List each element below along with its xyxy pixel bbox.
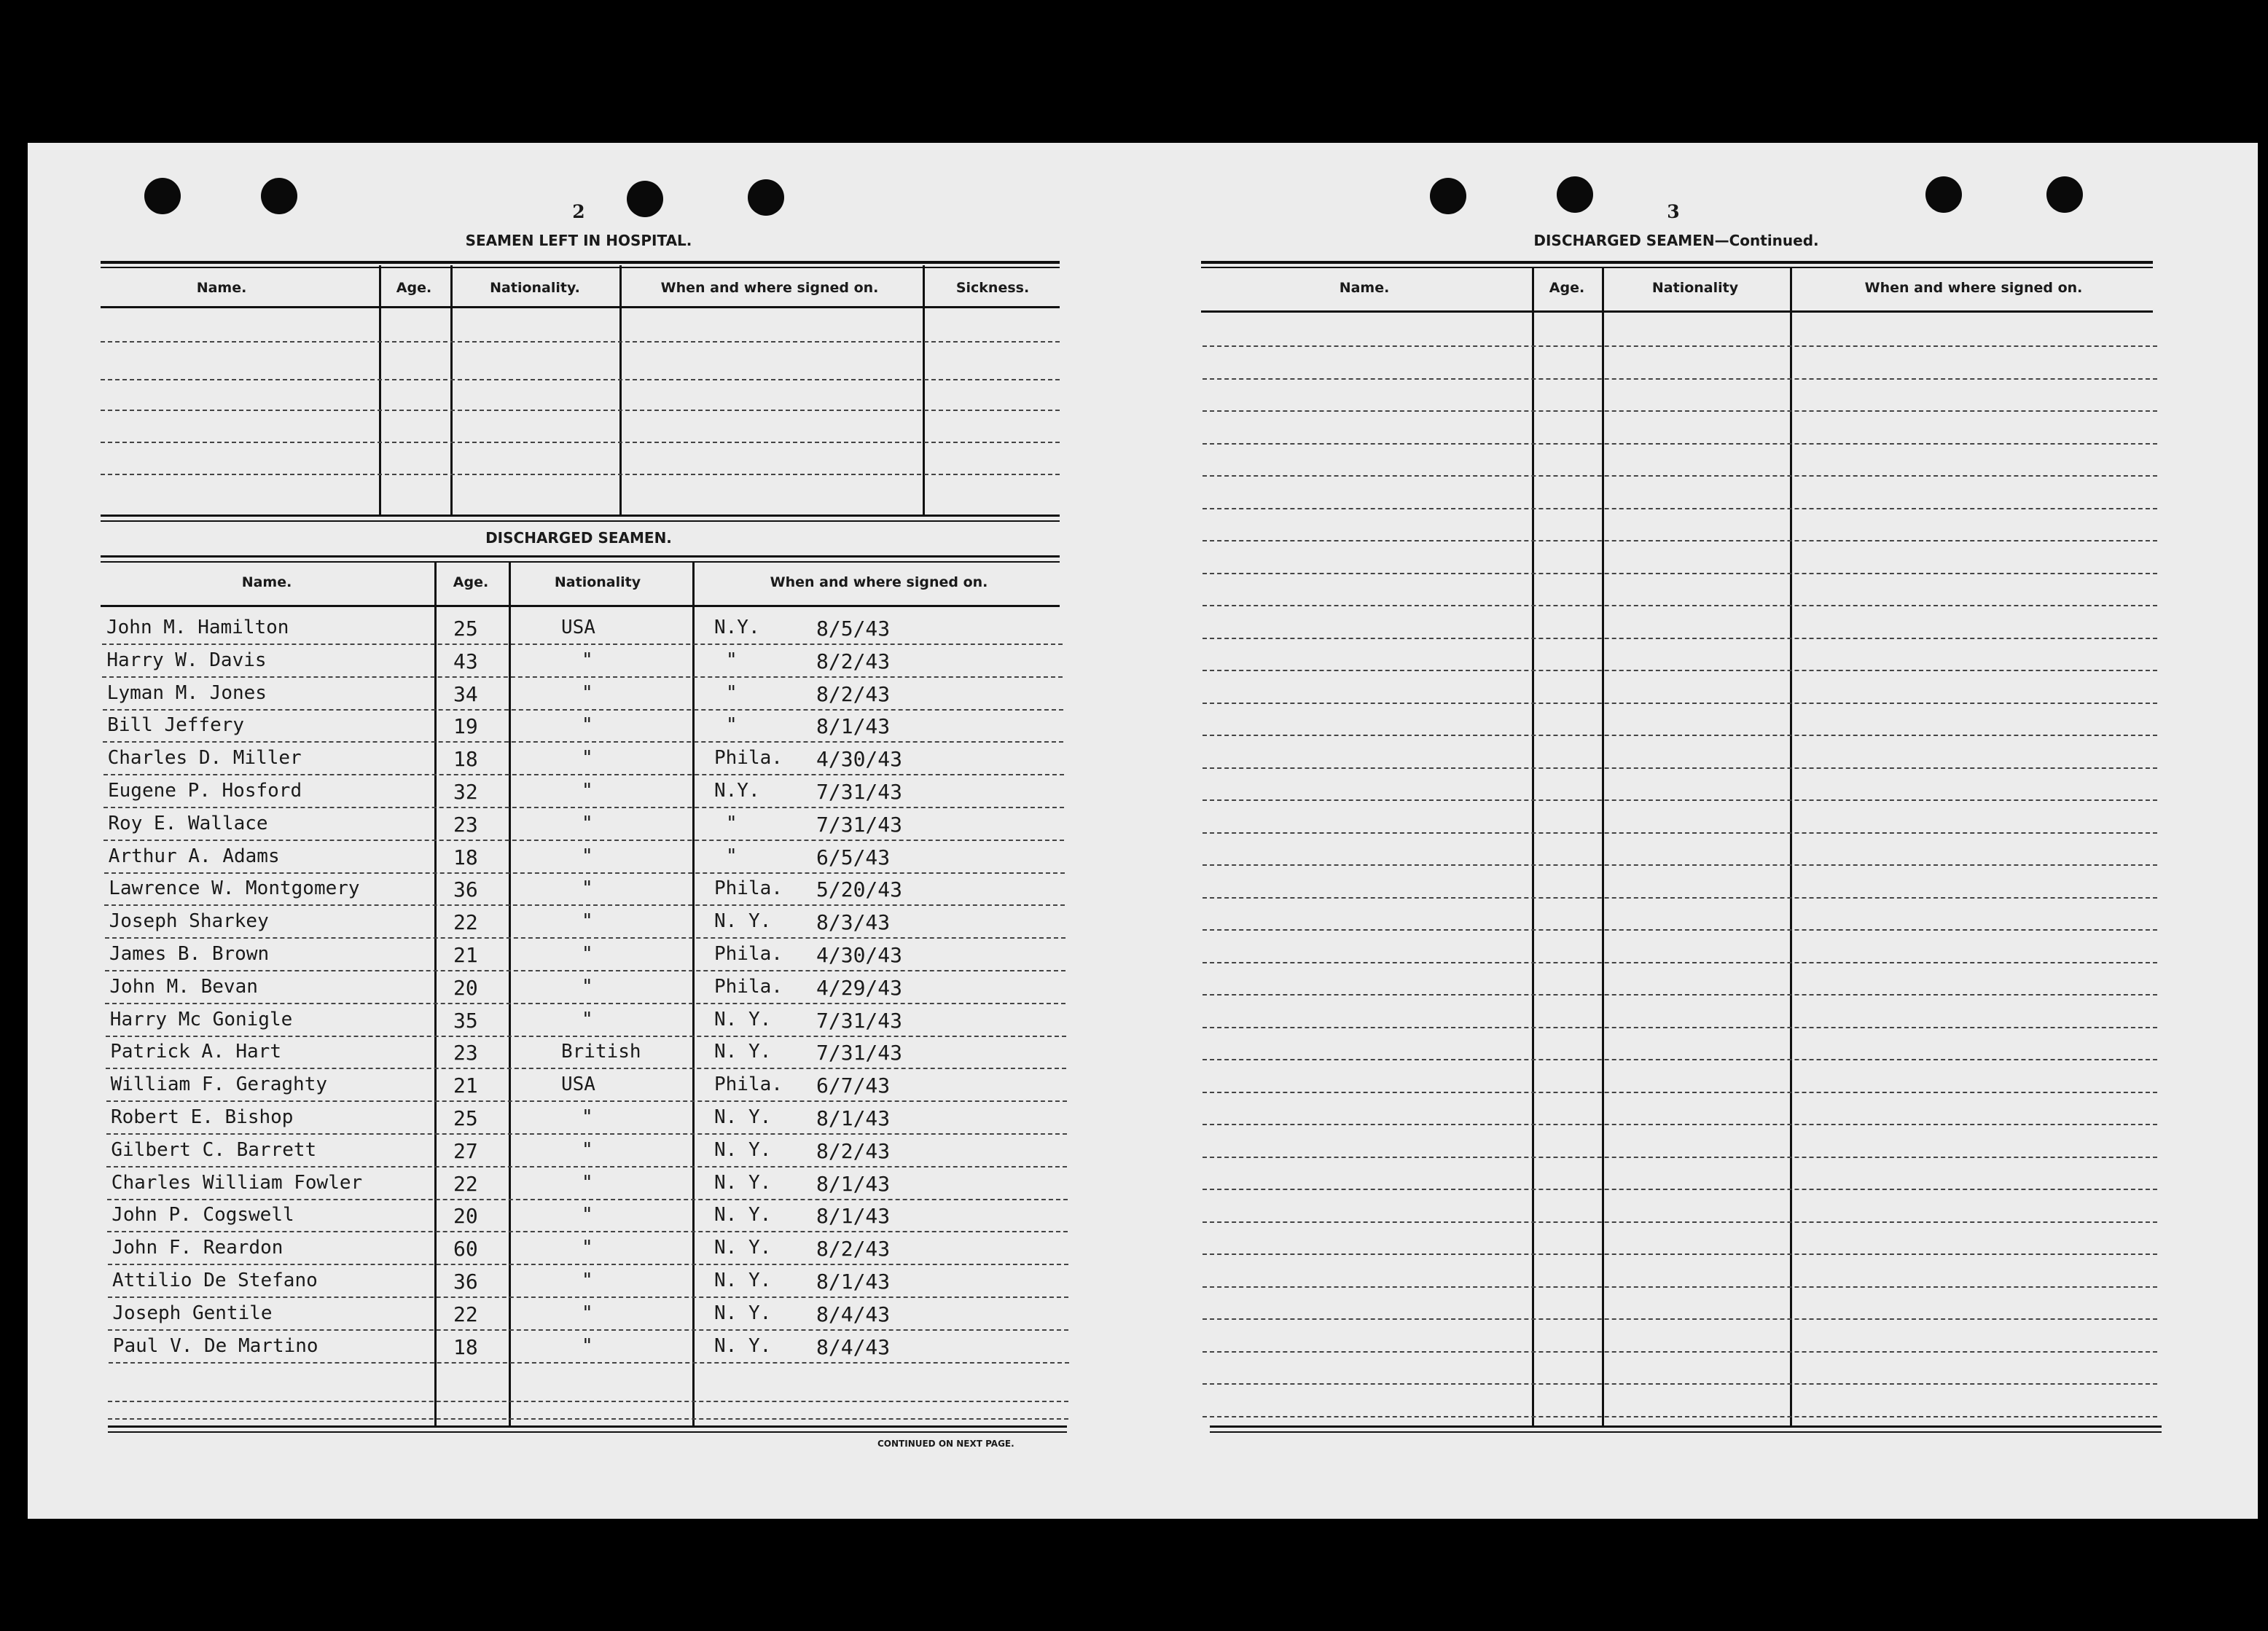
page-number: 3 xyxy=(1667,201,1680,222)
seaman-nationality: " xyxy=(582,1138,593,1161)
seaman-age: 22 xyxy=(453,910,478,935)
row-line xyxy=(1203,345,2157,347)
seaman-nationality: " xyxy=(582,1334,593,1357)
row-line xyxy=(1203,670,2157,671)
signed-on-place: N. Y. xyxy=(714,1106,772,1128)
seaman-nationality: " xyxy=(582,649,593,671)
row-line xyxy=(1203,638,2157,639)
seaman-age: 21 xyxy=(453,1073,478,1098)
seaman-name: Robert E. Bishop xyxy=(111,1106,294,1128)
row-line xyxy=(1203,1286,2157,1288)
row-line xyxy=(101,442,1060,443)
row-line xyxy=(108,1296,1068,1298)
seaman-age: 20 xyxy=(453,1204,478,1229)
row-line xyxy=(1203,929,2157,931)
row-line xyxy=(1203,897,2157,899)
punch-hole xyxy=(627,181,663,217)
seaman-nationality: " xyxy=(582,1204,593,1227)
signed-on-date: 6/7/43 xyxy=(816,1073,891,1098)
signed-on-place: " xyxy=(726,714,738,737)
row-line xyxy=(101,474,1060,475)
row-line xyxy=(1203,864,2157,866)
signed-on-date: 8/1/43 xyxy=(816,714,891,739)
row-line xyxy=(1203,1416,2157,1417)
signed-on-date: 8/1/43 xyxy=(816,1204,891,1229)
signed-on-place: Phila. xyxy=(714,943,783,965)
seaman-age: 18 xyxy=(453,747,478,772)
col-header-nationality: Nationality. xyxy=(490,280,580,296)
seaman-nationality: " xyxy=(582,1008,593,1030)
signed-on-place: N. Y. xyxy=(714,1237,772,1259)
signed-on-date: 8/4/43 xyxy=(816,1302,891,1326)
row-line xyxy=(105,937,1065,939)
col-header-nationality: Nationality xyxy=(554,574,641,590)
row-line xyxy=(1203,475,2157,477)
rule xyxy=(101,515,1060,517)
seaman-name: Gilbert C. Barrett xyxy=(111,1138,317,1161)
rule xyxy=(101,267,1060,268)
row-line xyxy=(103,709,1063,711)
seaman-age: 34 xyxy=(453,681,478,706)
row-line xyxy=(106,1036,1066,1037)
row-line xyxy=(1203,799,2157,801)
seaman-name: Harry Mc Gonigle xyxy=(109,1008,293,1030)
seaman-age: 32 xyxy=(453,780,478,804)
row-line xyxy=(106,1133,1067,1135)
col-header-name: Name. xyxy=(196,280,247,296)
row-line xyxy=(1203,605,2157,606)
seaman-nationality: " xyxy=(582,1302,593,1324)
seaman-age: 20 xyxy=(453,975,478,1000)
rule xyxy=(1210,1431,2162,1433)
col-header-signed-on: When and where signed on. xyxy=(770,574,988,590)
col-header-nationality: Nationality xyxy=(1651,280,1739,296)
signed-on-place: N. Y. xyxy=(714,1204,772,1227)
signed-on-place: N. Y. xyxy=(714,1302,772,1324)
seaman-age: 18 xyxy=(453,1334,478,1359)
signed-on-place: N. Y. xyxy=(714,1334,772,1357)
row-line xyxy=(106,1166,1067,1167)
seaman-nationality: " xyxy=(582,1171,593,1194)
seaman-age: 35 xyxy=(453,1008,478,1033)
row-line xyxy=(101,341,1060,343)
seaman-name: Arthur A. Adams xyxy=(108,845,280,867)
signed-on-place: N.Y. xyxy=(714,780,760,802)
punch-hole xyxy=(2046,176,2083,213)
seaman-name: Harry W. Davis xyxy=(106,649,267,671)
seaman-nationality: " xyxy=(582,845,593,867)
row-line xyxy=(103,741,1063,743)
seaman-name: Joseph Sharkey xyxy=(109,910,269,933)
page-number: 2 xyxy=(572,201,585,222)
seaman-name: Charles D. Miller xyxy=(107,747,302,770)
seaman-name: John M. Bevan xyxy=(109,975,258,998)
row-line xyxy=(1203,1318,2157,1320)
row-line xyxy=(1203,1059,2157,1060)
seaman-age: 60 xyxy=(453,1237,478,1262)
seaman-name: Paul V. De Martino xyxy=(112,1334,318,1357)
row-line xyxy=(1203,1189,2157,1190)
signed-on-date: 8/1/43 xyxy=(816,1106,891,1130)
signed-on-date: 7/31/43 xyxy=(816,1041,903,1065)
row-line xyxy=(101,379,1060,380)
signed-on-place: N. Y. xyxy=(714,1041,772,1063)
row-line xyxy=(1203,1124,2157,1125)
seaman-name: Lawrence W. Montgomery xyxy=(109,877,360,900)
row-line xyxy=(108,1329,1068,1331)
seaman-age: 18 xyxy=(453,845,478,869)
seaman-name: Joseph Gentile xyxy=(112,1302,273,1324)
row-line xyxy=(1203,703,2157,704)
signed-on-date: 4/29/43 xyxy=(816,975,903,1000)
signed-on-date: 8/1/43 xyxy=(816,1171,891,1196)
seaman-age: 36 xyxy=(453,877,478,902)
row-line xyxy=(1203,735,2157,736)
discharged-section-title: DISCHARGED SEAMEN. xyxy=(485,529,672,547)
signed-on-place: " xyxy=(726,845,738,867)
signed-on-date: 8/2/43 xyxy=(816,1138,891,1163)
row-line xyxy=(1203,1351,2157,1353)
seaman-age: 22 xyxy=(453,1171,478,1196)
signed-on-place: " xyxy=(726,649,738,671)
seaman-age: 23 xyxy=(453,1041,478,1065)
row-line xyxy=(103,840,1064,841)
seaman-nationality: " xyxy=(582,780,593,802)
row-line xyxy=(108,1418,1068,1420)
row-line xyxy=(102,644,1063,645)
col-header-name: Name. xyxy=(241,574,292,590)
rule xyxy=(108,1431,1067,1433)
row-line xyxy=(103,807,1064,808)
punch-hole xyxy=(1557,176,1593,213)
row-line xyxy=(1203,443,2157,445)
rule xyxy=(1210,1425,2162,1428)
seaman-name: Patrick A. Hart xyxy=(110,1041,281,1063)
col-header-signed-on: When and where signed on. xyxy=(1864,280,2083,296)
continued-section-title: DISCHARGED SEAMEN—Continued. xyxy=(1533,232,1819,249)
seaman-name: John F. Reardon xyxy=(112,1237,284,1259)
continued-note: CONTINUED ON NEXT PAGE. xyxy=(877,1439,1014,1449)
column-divider xyxy=(923,265,925,515)
row-line xyxy=(1203,508,2157,509)
row-line xyxy=(106,1100,1067,1102)
column-divider xyxy=(379,265,381,515)
col-header-sickness: Sickness. xyxy=(955,280,1030,296)
seaman-age: 25 xyxy=(453,1106,478,1130)
row-line xyxy=(108,1264,1068,1265)
signed-on-date: 8/2/43 xyxy=(816,1237,891,1262)
signed-on-date: 8/3/43 xyxy=(816,910,891,935)
rule xyxy=(101,261,1060,264)
seaman-age: 43 xyxy=(453,649,478,673)
seaman-nationality: " xyxy=(582,681,593,704)
seaman-nationality: " xyxy=(582,1106,593,1128)
seaman-nationality: " xyxy=(582,1270,593,1291)
signed-on-place: N. Y. xyxy=(714,1008,772,1030)
row-line xyxy=(104,872,1065,874)
document-sheet xyxy=(28,143,2258,1519)
seaman-name: Eugene P. Hosford xyxy=(108,780,302,802)
row-line xyxy=(1203,1092,2157,1093)
column-divider xyxy=(619,265,622,515)
row-line xyxy=(1203,1221,2157,1223)
signed-on-place: N. Y. xyxy=(714,1138,772,1161)
row-line xyxy=(1203,832,2157,834)
punch-hole xyxy=(144,178,181,214)
row-line xyxy=(1203,410,2157,412)
rule xyxy=(101,520,1060,522)
row-line xyxy=(106,1068,1066,1069)
row-line xyxy=(1203,962,2157,963)
signed-on-date: 7/31/43 xyxy=(816,780,903,804)
seaman-name: Bill Jeffery xyxy=(107,714,245,737)
seaman-name: John M. Hamilton xyxy=(106,617,289,638)
col-header-age: Age. xyxy=(453,574,489,590)
seaman-nationality: " xyxy=(582,714,593,737)
punch-hole xyxy=(748,179,784,216)
seaman-name: Lyman M. Jones xyxy=(106,681,267,704)
signed-on-place: Phila. xyxy=(714,975,783,998)
seaman-age: 23 xyxy=(453,812,478,837)
signed-on-place: N. Y. xyxy=(714,1171,772,1194)
signed-on-date: 8/5/43 xyxy=(816,617,891,641)
signed-on-place: N. Y. xyxy=(714,910,772,933)
signed-on-date: 8/1/43 xyxy=(816,1270,891,1294)
signed-on-place: " xyxy=(726,812,738,834)
signed-on-date: 8/4/43 xyxy=(816,1334,891,1359)
rule xyxy=(101,561,1060,563)
rule xyxy=(1201,310,2153,313)
seaman-age: 25 xyxy=(453,617,478,641)
col-header-signed-on: When and where signed on. xyxy=(660,280,879,296)
punch-hole xyxy=(1430,178,1466,214)
seaman-nationality: USA xyxy=(561,617,595,638)
row-line xyxy=(1203,540,2157,541)
row-line xyxy=(105,1003,1065,1004)
signed-on-date: 8/2/43 xyxy=(816,681,891,706)
row-line xyxy=(1203,378,2157,380)
row-line xyxy=(1203,767,2157,769)
row-line xyxy=(1203,1383,2157,1385)
seaman-nationality: " xyxy=(582,812,593,834)
seaman-name: James B. Brown xyxy=(109,943,270,965)
signed-on-place: Phila. xyxy=(714,747,783,770)
signed-on-place: Phila. xyxy=(714,1073,783,1096)
seaman-nationality: " xyxy=(582,1237,593,1259)
signed-on-place: Phila. xyxy=(714,877,783,900)
seaman-age: 22 xyxy=(453,1302,478,1326)
signed-on-date: 6/5/43 xyxy=(816,845,891,869)
seaman-nationality: " xyxy=(582,910,593,933)
hospital-section-title: SEAMEN LEFT IN HOSPITAL. xyxy=(465,232,692,249)
row-line xyxy=(107,1231,1068,1232)
seaman-nationality: " xyxy=(582,747,593,770)
signed-on-place: N. Y. xyxy=(714,1270,772,1291)
row-line xyxy=(102,676,1063,678)
seaman-nationality: " xyxy=(582,975,593,998)
row-line xyxy=(1203,1253,2157,1255)
punch-hole xyxy=(261,178,297,214)
seaman-name: Charles William Fowler xyxy=(111,1171,363,1194)
row-line xyxy=(1203,1027,2157,1028)
row-line xyxy=(101,410,1060,411)
seaman-name: Attilio De Stefano xyxy=(112,1270,318,1291)
column-divider xyxy=(450,265,453,515)
seaman-age: 27 xyxy=(453,1138,478,1163)
signed-on-place: " xyxy=(726,681,738,704)
punch-hole xyxy=(1925,176,1962,213)
col-header-name: Name. xyxy=(1339,280,1390,296)
seaman-nationality: USA xyxy=(561,1073,595,1096)
row-line xyxy=(103,774,1064,775)
rule xyxy=(1201,261,2153,264)
seaman-nationality: " xyxy=(582,943,593,965)
signed-on-date: 8/2/43 xyxy=(816,649,891,673)
seaman-nationality: " xyxy=(582,877,593,900)
rule xyxy=(108,1425,1067,1428)
rule xyxy=(101,555,1060,558)
row-line xyxy=(1203,573,2157,574)
seaman-name: William F. Geraghty xyxy=(110,1073,328,1096)
signed-on-date: 7/31/43 xyxy=(816,812,903,837)
seaman-name: Roy E. Wallace xyxy=(108,812,268,834)
row-line xyxy=(1203,994,2157,996)
col-header-age: Age. xyxy=(396,280,432,296)
row-line xyxy=(1203,1157,2157,1158)
seaman-age: 19 xyxy=(453,714,478,739)
signed-on-date: 4/30/43 xyxy=(816,943,903,967)
seaman-nationality: British xyxy=(561,1041,641,1063)
signed-on-date: 4/30/43 xyxy=(816,747,903,772)
row-line xyxy=(109,1362,1069,1364)
rule xyxy=(101,605,1060,607)
rule xyxy=(1201,267,2153,268)
rule xyxy=(101,306,1060,308)
row-line xyxy=(105,970,1065,971)
seaman-name: John P. Cogswell xyxy=(112,1204,294,1227)
row-line xyxy=(104,904,1065,906)
seaman-age: 21 xyxy=(453,943,478,967)
row-line xyxy=(107,1199,1068,1200)
signed-on-place: N.Y. xyxy=(714,617,760,638)
signed-on-date: 7/31/43 xyxy=(816,1008,903,1033)
signed-on-date: 5/20/43 xyxy=(816,877,903,902)
col-header-age: Age. xyxy=(1549,280,1585,296)
row-line xyxy=(108,1401,1068,1402)
seaman-age: 36 xyxy=(453,1270,478,1294)
